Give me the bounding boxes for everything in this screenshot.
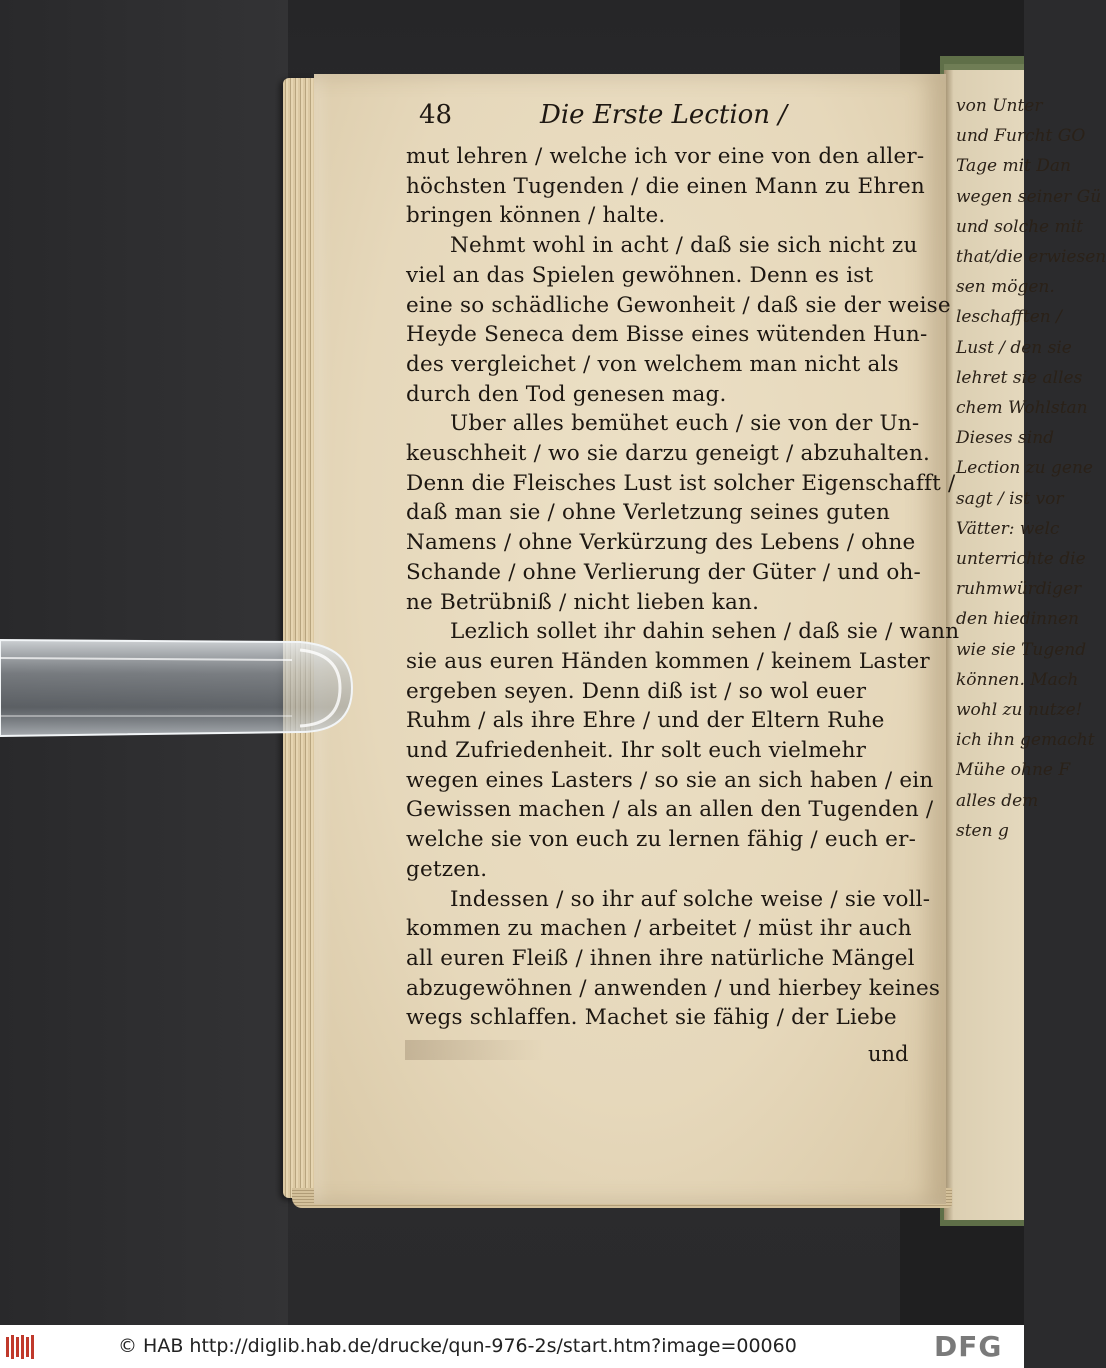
text-line: des vergleichet / von welchem man nicht als xyxy=(406,351,899,377)
text-line: Indessen / so ihr auf solche weise / sie voll- xyxy=(450,886,931,912)
text-line: ergeben seyen. Denn diß ist / so wol euer xyxy=(406,678,867,704)
text-line: viel an das Spielen gewöhnen. Denn es ist xyxy=(406,262,874,288)
hab-logo-icon xyxy=(6,1333,38,1361)
text-line: welche sie von euch zu lernen fähig / euch er- xyxy=(406,827,917,853)
text-line: Uber alles bemühet euch / sie von der Un- xyxy=(450,411,920,437)
text-line: und Zufriedenheit. Ihr solt euch vielmehr xyxy=(406,738,867,763)
facing-text-line: und Furcht GO xyxy=(956,126,1086,147)
facing-text-line: sagt / ist vor xyxy=(956,488,1064,509)
text-line: Denn die Fleisches Lust ist solcher Eigenschafft / xyxy=(406,470,956,496)
text-line: wegen eines Lasters / so sie an sich haben / ein xyxy=(406,767,934,793)
page-number: 48 xyxy=(419,100,453,130)
facing-text-line: Dieses sind xyxy=(956,428,1055,449)
facing-text-line: sen mögen. xyxy=(956,277,1055,298)
text-line: Heyde Seneca dem Bisse eines wütenden Hun- xyxy=(406,322,928,348)
text-line: bringen können / halte. xyxy=(406,203,666,229)
text-line: Nehmt wohl in acht / daß sie sich nicht zu xyxy=(450,233,918,259)
running-title: Die Erste Lection / xyxy=(540,100,788,130)
facing-text-line: Mühe ohne F xyxy=(956,760,1071,781)
facing-text-line: den hiedinnen xyxy=(956,609,1079,630)
text-line: höchsten Tugenden / die einen Mann zu Ehren xyxy=(406,173,925,199)
facing-text-line: alles dem xyxy=(956,790,1039,811)
catchword: und xyxy=(868,1042,909,1066)
facing-text-line: Lust / den sie xyxy=(956,337,1072,358)
facing-text-line: Tage mit Dan xyxy=(956,156,1072,177)
text-line: kommen zu machen / arbeitet / müst ihr auch xyxy=(406,916,912,942)
text-line: daß man sie / ohne Verletzung seines guten xyxy=(406,500,891,526)
text-line: durch den Tod genesen mag. xyxy=(406,381,727,407)
facing-text-line: lehret sie alles xyxy=(956,367,1083,388)
facing-text-line: ruhmwürdiger xyxy=(956,579,1082,600)
text-line: Namens / ohne Verkürzung des Lebens / ohne xyxy=(406,530,916,556)
text-line: Gewissen machen / als an allen den Tugenden / xyxy=(406,797,934,823)
text-line: sie aus euren Händen kommen / keinem Laster xyxy=(406,648,930,674)
facing-text-line: Lection zu gene xyxy=(956,458,1093,479)
text-line: keuschheit / wo sie darzu geneigt / abzuhalten. xyxy=(406,441,931,466)
ink-bleed xyxy=(405,1040,545,1060)
text-line: ne Betrübniß / nicht lieben kan. xyxy=(406,589,760,615)
text-line: getzen. xyxy=(406,856,488,882)
text-line: Ruhm / als ihre Ehre / und der Eltern Ruhe xyxy=(406,708,885,734)
copyright-link[interactable]: © HAB http://diglib.hab.de/drucke/qun-976-2s/start.htm?image=00060 xyxy=(118,1335,797,1357)
text-line: abzugewöhnen / anwenden / und hierbey keines xyxy=(406,975,941,1001)
facing-text-line: von Unter xyxy=(956,96,1043,116)
text-line: wegs schlaffen. Machet sie fähig / der Liebe xyxy=(406,1005,897,1031)
facing-text-line: sten g xyxy=(956,820,1009,841)
text-line: mut lehren / welche ich vor eine von den aller- xyxy=(406,144,925,169)
facing-text-line: wohl zu nutze! xyxy=(956,700,1083,720)
facing-text-line: unterrichte die xyxy=(956,549,1086,569)
facing-text-line: ich ihn gemacht xyxy=(956,730,1095,751)
text-line: Lezlich sollet ihr dahin sehen / daß sie / wann xyxy=(450,619,960,645)
facing-text-line: leschafften / xyxy=(956,307,1062,328)
text-line: Schande / ohne Verlierung der Güter / und oh- xyxy=(406,559,921,585)
facing-text-line: Vätter: welc xyxy=(956,518,1060,539)
facing-text-line: that/die erwiesen xyxy=(956,247,1106,267)
facing-text-line: und solche mit xyxy=(956,216,1083,237)
facing-text-line: chem Wohlstan xyxy=(956,398,1088,418)
dfg-logo: DFG xyxy=(934,1330,1003,1363)
facing-text-line: können. Mach xyxy=(956,669,1079,690)
page-weight xyxy=(0,632,360,748)
footer-bar xyxy=(0,1325,1024,1368)
facing-text-line: wie sie Tugend xyxy=(956,639,1087,660)
facing-text-line: wegen seiner Gü xyxy=(956,186,1102,207)
text-line: all euren Fleiß / ihnen ihre natürliche Mängel xyxy=(406,945,915,971)
text-line: eine so schädliche Gewonheit / daß sie der weise xyxy=(406,292,951,318)
